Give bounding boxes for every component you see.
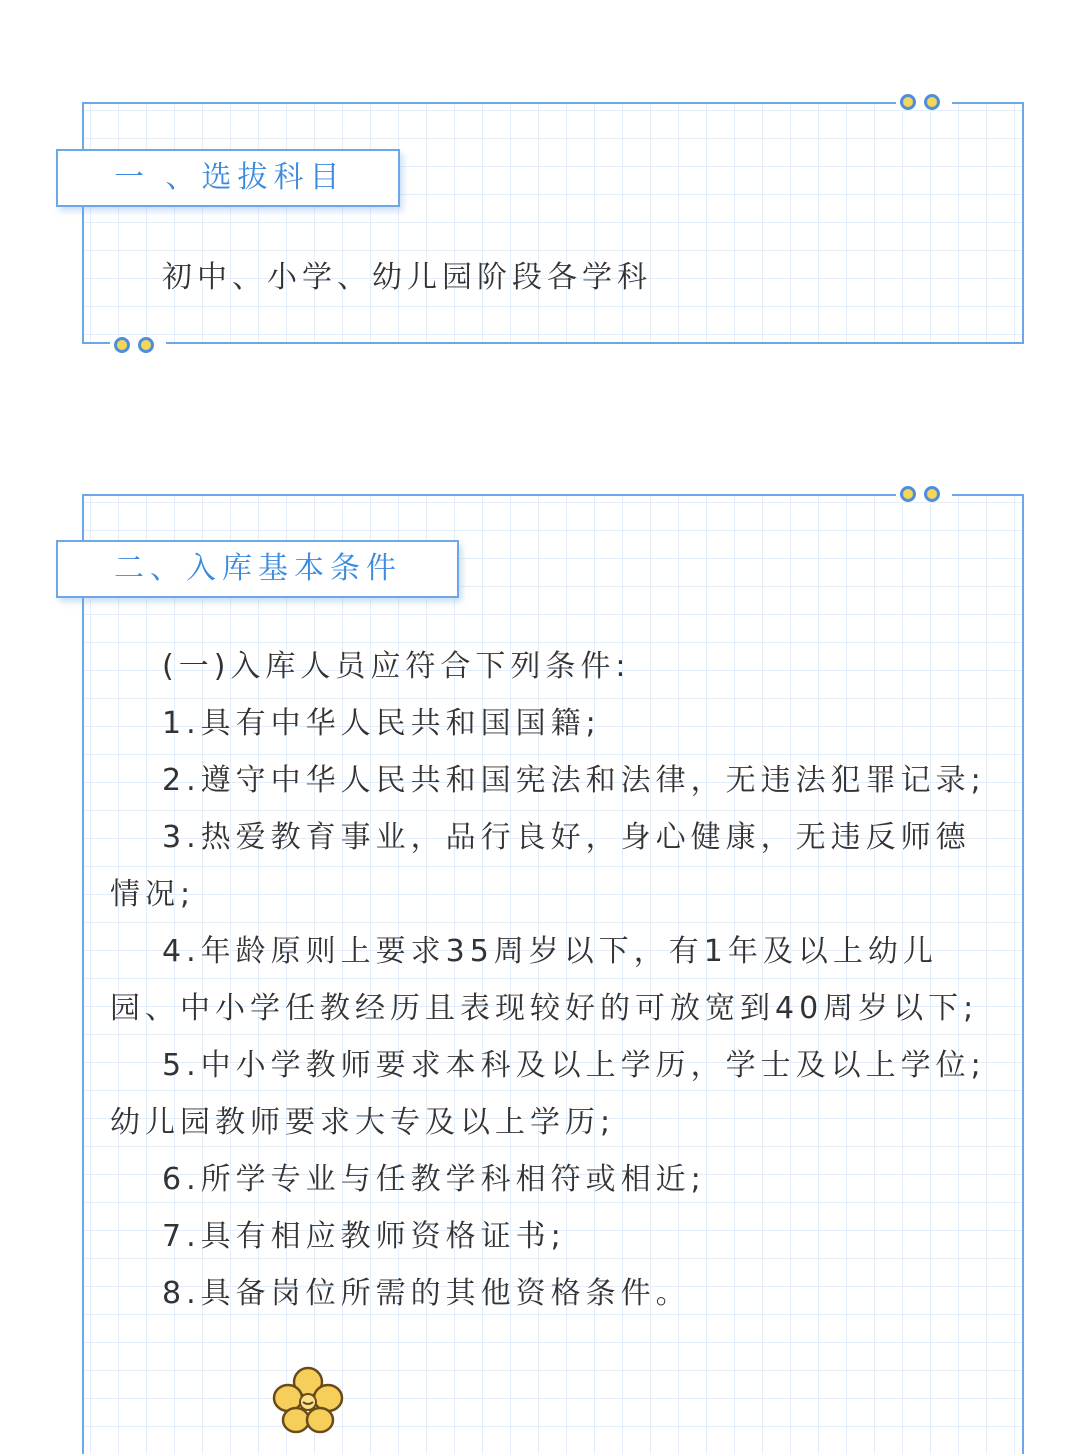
flower-sticker-icon bbox=[272, 1366, 344, 1434]
decorative-dots bbox=[896, 94, 952, 110]
dot-icon bbox=[900, 486, 916, 502]
decorative-dots bbox=[896, 486, 952, 502]
subjects-text: 初中、小学、幼儿园阶段各学科 bbox=[162, 260, 652, 295]
condition-item: 4.年龄原则上要求35周岁以下，有1年及以上幼儿园、中小学任教经历且表现较好的可放宽到40周岁以下; bbox=[110, 934, 979, 1026]
dot-icon bbox=[924, 486, 940, 502]
conditions-list bbox=[110, 638, 995, 1322]
section-heading-conditions: 二、入库基本条件 bbox=[56, 540, 459, 598]
section-card-subjects bbox=[82, 102, 1024, 344]
dot-icon bbox=[114, 337, 130, 353]
condition-item: 6.所学专业与任教学科相符或相近; bbox=[162, 1162, 706, 1197]
dot-icon bbox=[900, 94, 916, 110]
condition-item: 5.中小学教师要求本科及以上学历，学士及以上学位;幼儿园教师要求大专及以上学历; bbox=[110, 1048, 986, 1140]
section-heading-subjects: 一 、选拔科目 bbox=[56, 149, 400, 207]
condition-item: 1.具有中华人民共和国国籍; bbox=[162, 706, 601, 741]
condition-item: 8.具备岗位所需的其他资格条件。 bbox=[162, 1276, 691, 1311]
condition-item: 2.遵守中华人民共和国宪法和法律，无违法犯罪记录; bbox=[162, 763, 986, 798]
decorative-dots bbox=[110, 337, 166, 353]
condition-item: 7.具有相应教师资格证书; bbox=[162, 1219, 566, 1254]
dot-icon bbox=[924, 94, 940, 110]
dot-icon bbox=[138, 337, 154, 353]
condition-intro: (一)入库人员应符合下列条件: bbox=[162, 649, 631, 684]
condition-item: 3.热爱教育事业，品行良好，身心健康，无违反师德情况; bbox=[110, 820, 971, 912]
